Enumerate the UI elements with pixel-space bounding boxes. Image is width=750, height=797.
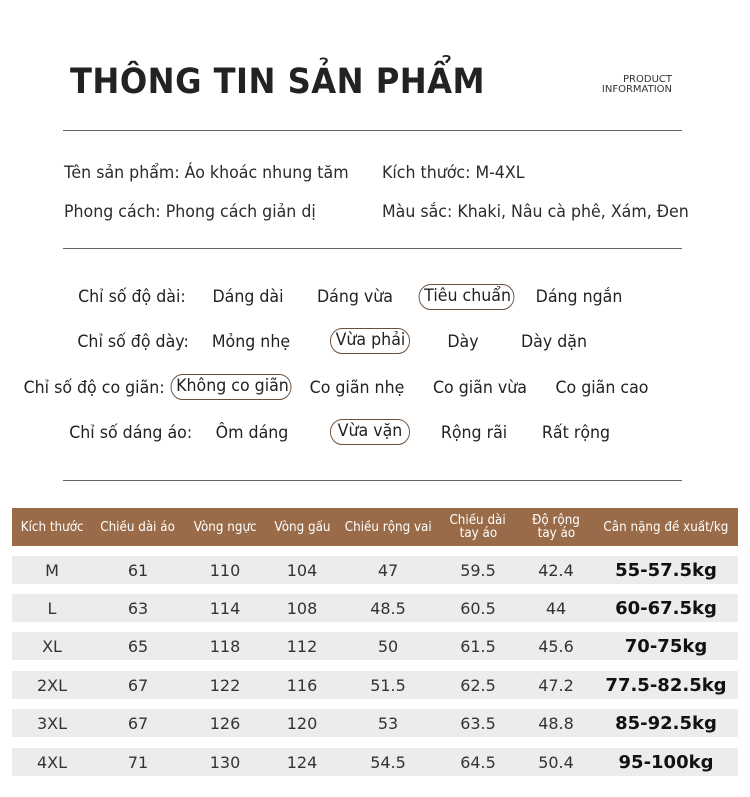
size-cell: 3XL bbox=[36, 713, 68, 733]
measure-cell: 47.2 bbox=[538, 675, 574, 695]
index-label: Chỉ số độ dài: bbox=[78, 287, 186, 307]
weight-cell: 85-92.5kg bbox=[615, 712, 717, 734]
index-option: Rộng rãi bbox=[440, 423, 508, 443]
measure-cell: 116 bbox=[286, 675, 318, 695]
header-cell: Cân nặng đề xuất/kg bbox=[603, 519, 729, 535]
measure-cell: 47 bbox=[377, 560, 399, 580]
weight-cell: 55-57.5kg bbox=[615, 559, 717, 581]
measure-cell: 104 bbox=[286, 560, 318, 580]
measure-cell: 67 bbox=[127, 713, 149, 733]
measure-cell: 62.5 bbox=[460, 675, 496, 695]
measure-cell: 112 bbox=[286, 636, 318, 656]
header-cell: Vòng ngực bbox=[193, 519, 257, 535]
header-cell: Chiều rộng vai bbox=[344, 519, 432, 535]
measure-cell: 130 bbox=[209, 752, 241, 772]
measure-cell: 122 bbox=[209, 675, 241, 695]
index-option-selected: Tiêu chuẩn bbox=[419, 284, 515, 310]
measure-cell: 50.4 bbox=[538, 752, 574, 772]
index-option-selected: Không co giãn bbox=[171, 374, 292, 400]
measure-cell: 67 bbox=[127, 675, 149, 695]
index-label: Chỉ số độ co giãn: bbox=[23, 378, 165, 398]
measure-cell: 120 bbox=[286, 713, 318, 733]
product-size: Kích thước: M-4XL bbox=[382, 163, 525, 183]
measure-cell: 48.5 bbox=[370, 598, 406, 618]
divider bbox=[63, 248, 682, 249]
header-cell: Kích thước bbox=[20, 519, 84, 535]
measure-cell: 44 bbox=[545, 598, 567, 618]
product-color: Màu sắc: Khaki, Nâu cà phê, Xám, Đen bbox=[382, 202, 689, 222]
measure-cell: 59.5 bbox=[460, 560, 496, 580]
page-subtitle bbox=[602, 75, 672, 95]
measure-cell: 61 bbox=[127, 560, 149, 580]
index-option: Co giãn vừa bbox=[433, 378, 527, 398]
measure-cell: 60.5 bbox=[460, 598, 496, 618]
subtitle-line-1: PRODUCT bbox=[623, 74, 672, 85]
size-cell: XL bbox=[42, 636, 62, 656]
weight-cell: 60-67.5kg bbox=[615, 597, 717, 619]
size-cell: M bbox=[45, 560, 59, 580]
page-title: THÔNG TIN SẢN PHẨM bbox=[70, 62, 486, 102]
subtitle-line-2: INFORMATION bbox=[601, 84, 672, 95]
index-option: Dáng vừa bbox=[316, 287, 393, 307]
measure-cell: 50 bbox=[377, 636, 399, 656]
index-option: Co giãn cao bbox=[555, 378, 649, 398]
index-option: Dày dặn bbox=[520, 332, 588, 352]
table-header bbox=[12, 508, 738, 546]
measure-cell: 51.5 bbox=[370, 675, 406, 695]
measure-cell: 126 bbox=[209, 713, 241, 733]
index-option: Dáng ngắn bbox=[535, 287, 623, 307]
table-row bbox=[12, 709, 738, 737]
index-label: Chỉ số độ dày: bbox=[77, 332, 189, 352]
divider bbox=[63, 480, 682, 481]
table-row bbox=[12, 671, 738, 699]
measure-cell: 63 bbox=[127, 598, 149, 618]
weight-cell: 70-75kg bbox=[624, 635, 708, 657]
size-cell: 2XL bbox=[36, 675, 68, 695]
header-cell: Chiều dài tay áo bbox=[449, 513, 507, 541]
measure-cell: 63.5 bbox=[460, 713, 496, 733]
measure-cell: 64.5 bbox=[460, 752, 496, 772]
index-option: Dày bbox=[447, 332, 479, 352]
table-row bbox=[12, 748, 738, 776]
measure-cell: 124 bbox=[286, 752, 318, 772]
measure-cell: 108 bbox=[286, 598, 318, 618]
size-cell: 4XL bbox=[36, 752, 68, 772]
measure-cell: 61.5 bbox=[460, 636, 496, 656]
table-row bbox=[12, 594, 738, 622]
index-option: Co giãn nhẹ bbox=[309, 378, 405, 398]
measure-cell: 54.5 bbox=[370, 752, 406, 772]
weight-cell: 95-100kg bbox=[618, 751, 714, 773]
measure-cell: 118 bbox=[209, 636, 241, 656]
index-option: Dáng dài bbox=[212, 287, 284, 307]
header-cell: Độ rộng tay áo bbox=[532, 513, 580, 541]
index-option-selected: Vừa vặn bbox=[330, 419, 410, 445]
product-name: Tên sản phẩm: Áo khoác nhung tăm bbox=[64, 163, 349, 183]
index-option: Ôm dáng bbox=[215, 423, 289, 443]
product-style: Phong cách: Phong cách giản dị bbox=[64, 202, 316, 222]
header-cell: Vòng gấu bbox=[273, 519, 331, 535]
weight-cell: 77.5-82.5kg bbox=[605, 674, 727, 696]
index-option: Mỏng nhẹ bbox=[211, 332, 291, 352]
measure-cell: 71 bbox=[127, 752, 149, 772]
header-cell: Chiều dài áo bbox=[100, 519, 176, 535]
measure-cell: 48.8 bbox=[538, 713, 574, 733]
measure-cell: 42.4 bbox=[538, 560, 574, 580]
index-option-selected: Vừa phải bbox=[330, 328, 410, 354]
size-cell: L bbox=[47, 598, 57, 618]
index-option: Rất rộng bbox=[541, 423, 611, 443]
measure-cell: 53 bbox=[377, 713, 399, 733]
measure-cell: 45.6 bbox=[538, 636, 574, 656]
index-label: Chỉ số dáng áo: bbox=[69, 423, 192, 443]
measure-cell: 65 bbox=[127, 636, 149, 656]
measure-cell: 114 bbox=[209, 598, 241, 618]
table-row bbox=[12, 556, 738, 584]
measure-cell: 110 bbox=[209, 560, 241, 580]
table-row bbox=[12, 632, 738, 660]
divider bbox=[63, 130, 682, 131]
